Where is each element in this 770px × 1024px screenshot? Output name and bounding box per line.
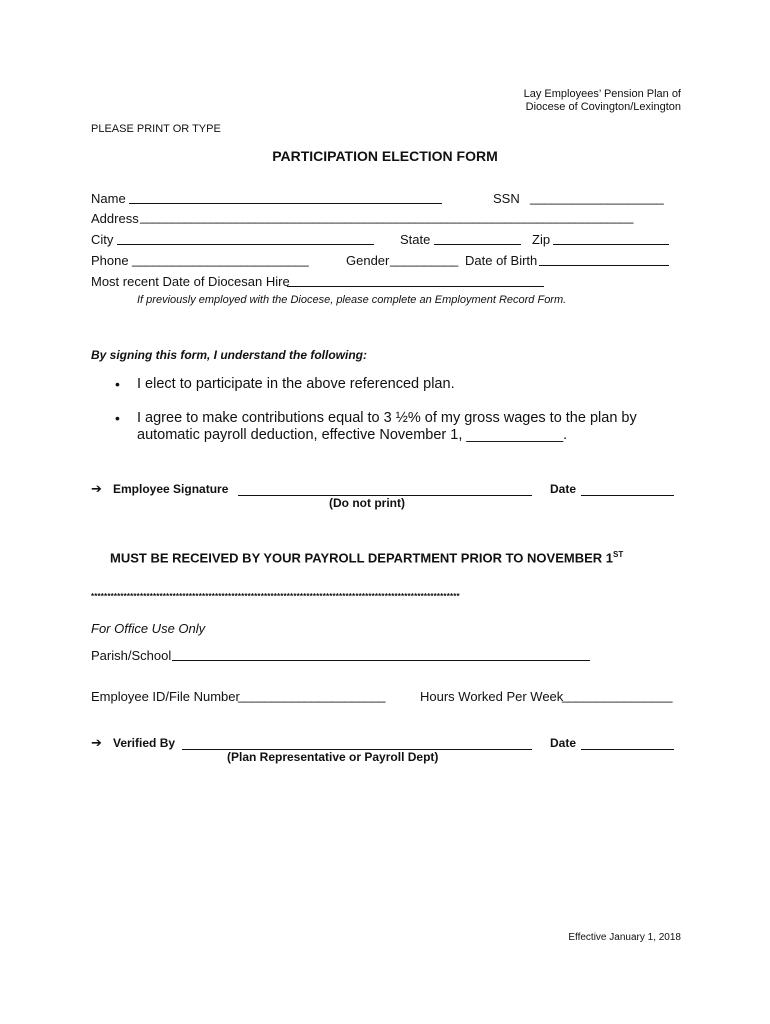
verified-by-label: Verified By (113, 736, 176, 750)
hire-date-field[interactable] (287, 286, 544, 287)
address-label: Address (91, 211, 139, 226)
gender-label: Gender (346, 253, 390, 268)
employee-signature-label: Employee Signature (113, 482, 229, 496)
deadline-text: MUST BE RECEIVED BY YOUR PAYROLL DEPARTMENT PRIOR TO NOVEMBER 1 (110, 550, 613, 566)
phone-label: Phone (91, 253, 129, 268)
parish-label: Parish/School (91, 648, 172, 663)
hire-date-label: Most recent Date of Diocesan Hire (91, 274, 290, 289)
bullet-icon: • (115, 376, 120, 392)
phone-field[interactable]: __________________________ (132, 252, 309, 267)
bullet-icon: • (115, 410, 120, 426)
verified-date-field[interactable] (581, 749, 674, 750)
deadline-notice (110, 550, 623, 565)
plan-name-line1: Lay Employees’ Pension Plan of (523, 88, 681, 100)
signature-note: (Do not print) (329, 496, 405, 510)
dob-label: Date of Birth (465, 253, 538, 268)
gender-field[interactable]: __________ (390, 252, 458, 267)
ssn-label: SSN (493, 191, 520, 206)
name-label: Name (91, 191, 126, 206)
zip-label: Zip (532, 232, 551, 247)
city-label: City (91, 232, 114, 247)
employee-id-field[interactable]: ______________________ (238, 688, 385, 703)
plan-name-header (524, 88, 681, 114)
signature-date-label: Date (550, 482, 577, 496)
state-label: State (400, 232, 431, 247)
arrow-right-icon: ➔ (91, 736, 102, 751)
office-use-heading: For Office Use Only (91, 621, 206, 636)
asterisk-divider: ***************************************************************************************************************** (91, 592, 460, 601)
agreement-item-participate: I elect to participate in the above referenced plan. (137, 376, 455, 392)
employment-record-note: If previously employed with the Diocese, please complete an Employment Record Form. (137, 294, 567, 306)
state-field[interactable] (434, 244, 521, 245)
zip-field[interactable] (553, 244, 669, 245)
hours-label: Hours Worked Per Week (420, 689, 564, 704)
address-field[interactable]: _____________________________________________________________________________ (140, 210, 633, 224)
print-instruction: PLEASE PRINT OR TYPE (91, 123, 221, 135)
name-field[interactable] (129, 203, 442, 204)
hours-field[interactable]: ________________ (562, 688, 673, 703)
verified-date-label: Date (550, 736, 577, 750)
agreement-heading: By signing this form, I understand the following: (91, 348, 367, 362)
deadline-superscript: ST (612, 550, 624, 559)
signature-date-field[interactable] (581, 495, 674, 496)
plan-name-line2: Diocese of Covington/Lexington (525, 101, 681, 113)
dob-field[interactable] (539, 265, 669, 266)
city-field[interactable] (117, 244, 374, 245)
parish-field[interactable] (172, 660, 590, 661)
employee-id-label: Employee ID/File Number (91, 689, 240, 704)
agreement-item-contribution: I agree to make contributions equal to 3 ½% of my gross wages to the plan by automatic payroll deduction, effective November 1, ____________. (137, 410, 637, 443)
form-title: PARTICIPATION ELECTION FORM (272, 148, 498, 164)
arrow-right-icon: ➔ (91, 482, 102, 497)
ssn-field[interactable]: ___________________ (530, 190, 664, 205)
effective-date-footer: Effective January 1, 2018 (568, 932, 681, 943)
verified-by-note: (Plan Representative or Payroll Dept) (227, 750, 439, 764)
